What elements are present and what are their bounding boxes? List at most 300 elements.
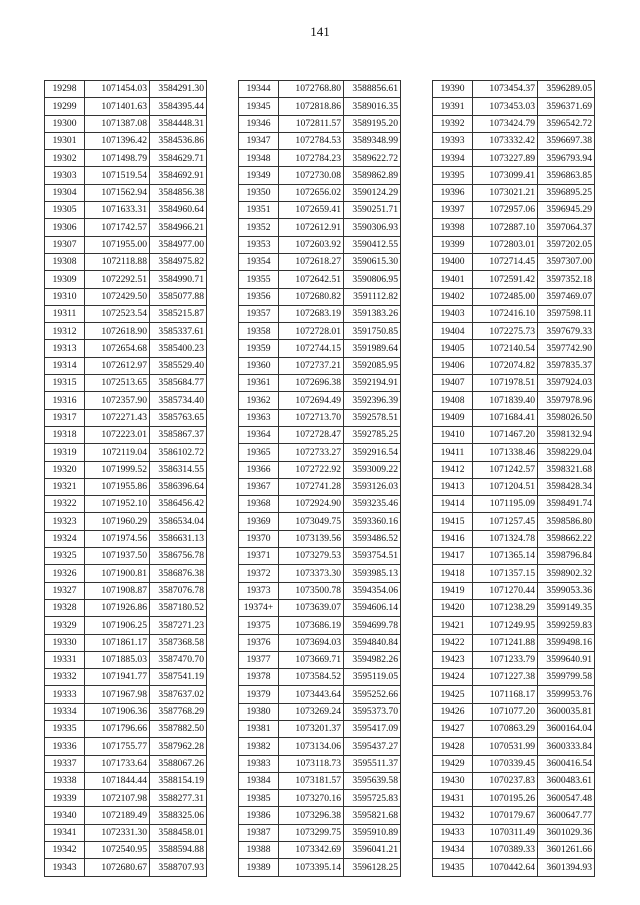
point-id-cell: 19391	[433, 98, 473, 115]
y-coordinate-cell: 3587180.52	[150, 599, 207, 616]
x-coordinate-cell: 1072784.23	[279, 150, 344, 167]
x-coordinate-cell: 1072733.27	[279, 444, 344, 461]
y-coordinate-cell: 3597202.05	[538, 236, 595, 253]
point-id-cell: 19382	[239, 738, 279, 755]
y-coordinate-cell: 3591383.26	[344, 305, 401, 322]
table-row	[433, 444, 595, 461]
x-coordinate-cell: 1072737.21	[279, 357, 344, 374]
x-coordinate-cell: 1073021.21	[473, 184, 538, 201]
x-coordinate-cell: 1071454.03	[85, 81, 150, 98]
y-coordinate-cell: 3584448.31	[150, 115, 207, 132]
table-row	[45, 634, 207, 651]
y-coordinate-cell: 3595511.37	[344, 755, 401, 772]
table-row	[433, 738, 595, 755]
point-id-cell: 19338	[45, 772, 85, 789]
point-id-cell: 19389	[239, 859, 279, 876]
x-coordinate-cell: 1072714.45	[473, 253, 538, 270]
point-id-cell: 19321	[45, 478, 85, 495]
page-number: 141	[310, 24, 330, 39]
table-row	[433, 513, 595, 530]
point-id-cell: 19355	[239, 271, 279, 288]
x-coordinate-cell: 1071338.46	[473, 444, 538, 461]
y-coordinate-cell: 3597924.03	[538, 375, 595, 392]
y-coordinate-cell: 3595119.05	[344, 669, 401, 686]
y-coordinate-cell: 3590251.71	[344, 202, 401, 219]
x-coordinate-cell: 1070195.26	[473, 790, 538, 807]
table-row	[239, 392, 401, 409]
x-coordinate-cell: 1071999.52	[85, 461, 150, 478]
x-coordinate-cell: 1071978.51	[473, 375, 538, 392]
table-row	[239, 859, 401, 876]
y-coordinate-cell: 3598229.04	[538, 444, 595, 461]
x-coordinate-cell: 1072540.95	[85, 842, 150, 859]
table-row	[433, 150, 595, 167]
y-coordinate-cell: 3600483.61	[538, 772, 595, 789]
y-coordinate-cell: 3584395.44	[150, 98, 207, 115]
point-id-cell: 19311	[45, 305, 85, 322]
x-coordinate-cell: 1071908.87	[85, 582, 150, 599]
point-id-cell: 19388	[239, 842, 279, 859]
x-coordinate-cell: 1071796.66	[85, 720, 150, 737]
point-id-cell: 19385	[239, 790, 279, 807]
x-coordinate-cell: 1071955.00	[85, 236, 150, 253]
point-id-cell: 19347	[239, 132, 279, 149]
table-row	[433, 288, 595, 305]
x-coordinate-cell: 1073373.30	[279, 565, 344, 582]
x-coordinate-cell: 1071941.77	[85, 669, 150, 686]
table-row	[45, 548, 207, 565]
point-id-cell: 19309	[45, 271, 85, 288]
x-coordinate-cell: 1072513.65	[85, 375, 150, 392]
x-coordinate-cell: 1070179.67	[473, 807, 538, 824]
x-coordinate-cell: 1071324.78	[473, 530, 538, 547]
table-row	[433, 357, 595, 374]
x-coordinate-cell: 1072730.08	[279, 167, 344, 184]
y-coordinate-cell: 3585077.88	[150, 288, 207, 305]
point-id-cell: 19306	[45, 219, 85, 236]
y-coordinate-cell: 3601261.66	[538, 842, 595, 859]
point-id-cell: 19322	[45, 496, 85, 513]
table-row	[433, 461, 595, 478]
table-row	[433, 686, 595, 703]
table-row	[433, 167, 595, 184]
point-id-cell: 19369	[239, 513, 279, 530]
y-coordinate-cell: 3597679.33	[538, 323, 595, 340]
table-row	[433, 859, 595, 876]
table-row	[433, 392, 595, 409]
y-coordinate-cell: 3586102.72	[150, 444, 207, 461]
x-coordinate-cell: 1073453.03	[473, 98, 538, 115]
point-id-cell: 19386	[239, 807, 279, 824]
y-coordinate-cell: 3596542.72	[538, 115, 595, 132]
x-coordinate-cell: 1071238.29	[473, 599, 538, 616]
point-id-cell: 19351	[239, 202, 279, 219]
x-coordinate-cell: 1073134.06	[279, 738, 344, 755]
y-coordinate-cell: 3595437.27	[344, 738, 401, 755]
point-id-cell: 19414	[433, 496, 473, 513]
point-id-cell: 19410	[433, 426, 473, 443]
x-coordinate-cell: 1071967.98	[85, 686, 150, 703]
y-coordinate-cell: 3584975.82	[150, 253, 207, 270]
point-id-cell: 19365	[239, 444, 279, 461]
y-coordinate-cell: 3597064.37	[538, 219, 595, 236]
x-coordinate-cell: 1072357.90	[85, 392, 150, 409]
point-id-cell: 19423	[433, 651, 473, 668]
point-id-cell: 19349	[239, 167, 279, 184]
table-row	[433, 790, 595, 807]
table-row	[45, 496, 207, 513]
point-id-cell: 19417	[433, 548, 473, 565]
y-coordinate-cell: 3601029.36	[538, 824, 595, 841]
point-id-cell: 19352	[239, 219, 279, 236]
point-id-cell: 19360	[239, 357, 279, 374]
point-id-cell: 19370	[239, 530, 279, 547]
x-coordinate-cell: 1072683.19	[279, 305, 344, 322]
x-coordinate-cell: 1071955.86	[85, 478, 150, 495]
point-id-cell: 19411	[433, 444, 473, 461]
point-id-cell: 19432	[433, 807, 473, 824]
table-row	[45, 409, 207, 426]
x-coordinate-cell: 1072429.50	[85, 288, 150, 305]
table-row	[239, 271, 401, 288]
point-id-cell: 19404	[433, 323, 473, 340]
table-row	[239, 530, 401, 547]
y-coordinate-cell: 3596863.85	[538, 167, 595, 184]
table-row	[239, 81, 401, 98]
point-id-cell: 19333	[45, 686, 85, 703]
table-row	[433, 426, 595, 443]
x-coordinate-cell: 1073299.75	[279, 824, 344, 841]
table-row	[433, 115, 595, 132]
y-coordinate-cell: 3597978.96	[538, 392, 595, 409]
point-id-cell: 19328	[45, 599, 85, 616]
y-coordinate-cell: 3596289.05	[538, 81, 595, 98]
y-coordinate-cell: 3585337.61	[150, 323, 207, 340]
x-coordinate-cell: 1073395.14	[279, 859, 344, 876]
table-row	[433, 323, 595, 340]
table-row	[433, 617, 595, 634]
y-coordinate-cell: 3590306.93	[344, 219, 401, 236]
table-row	[45, 755, 207, 772]
table-row	[433, 478, 595, 495]
x-coordinate-cell: 1072118.88	[85, 253, 150, 270]
y-coordinate-cell: 3597469.07	[538, 288, 595, 305]
y-coordinate-cell: 3592396.39	[344, 392, 401, 409]
table-row	[239, 720, 401, 737]
x-coordinate-cell: 1072416.10	[473, 305, 538, 322]
x-coordinate-cell: 1070863.29	[473, 720, 538, 737]
table-row	[433, 651, 595, 668]
x-coordinate-cell: 1072485.00	[473, 288, 538, 305]
y-coordinate-cell: 3595821.68	[344, 807, 401, 824]
point-id-cell: 19425	[433, 686, 473, 703]
point-id-cell: 19340	[45, 807, 85, 824]
x-coordinate-cell: 1072107.98	[85, 790, 150, 807]
y-coordinate-cell: 3587962.28	[150, 738, 207, 755]
x-coordinate-cell: 1073332.42	[473, 132, 538, 149]
y-coordinate-cell: 3598902.32	[538, 565, 595, 582]
table-row	[433, 772, 595, 789]
table-row	[433, 548, 595, 565]
x-coordinate-cell: 1071357.15	[473, 565, 538, 582]
x-coordinate-cell: 1073279.53	[279, 548, 344, 565]
x-coordinate-cell: 1070531.99	[473, 738, 538, 755]
point-id-cell: 19409	[433, 409, 473, 426]
y-coordinate-cell: 3596945.29	[538, 202, 595, 219]
point-id-cell: 19344	[239, 81, 279, 98]
x-coordinate-cell: 1071960.29	[85, 513, 150, 530]
y-coordinate-cell: 3587541.19	[150, 669, 207, 686]
x-coordinate-cell: 1073686.19	[279, 617, 344, 634]
table-row	[239, 772, 401, 789]
table-row	[45, 738, 207, 755]
y-coordinate-cell: 3586396.64	[150, 478, 207, 495]
y-coordinate-cell: 3591750.85	[344, 323, 401, 340]
coordinate-table-1	[44, 80, 207, 877]
table-row	[45, 236, 207, 253]
x-coordinate-cell: 1072811.57	[279, 115, 344, 132]
x-coordinate-cell: 1072784.53	[279, 132, 344, 149]
table-row	[239, 651, 401, 668]
point-id-cell: 19381	[239, 720, 279, 737]
x-coordinate-cell: 1072728.01	[279, 323, 344, 340]
x-coordinate-cell: 1071861.17	[85, 634, 150, 651]
point-id-cell: 19418	[433, 565, 473, 582]
point-id-cell: 19341	[45, 824, 85, 841]
point-id-cell: 19426	[433, 703, 473, 720]
y-coordinate-cell: 3595252.66	[344, 686, 401, 703]
x-coordinate-cell: 1071562.94	[85, 184, 150, 201]
x-coordinate-cell: 1073500.78	[279, 582, 344, 599]
y-coordinate-cell: 3586456.42	[150, 496, 207, 513]
x-coordinate-cell: 1073443.64	[279, 686, 344, 703]
y-coordinate-cell: 3588154.19	[150, 772, 207, 789]
table-row	[239, 98, 401, 115]
point-id-cell: 19384	[239, 772, 279, 789]
y-coordinate-cell: 3592085.95	[344, 357, 401, 374]
y-coordinate-cell: 3590412.55	[344, 236, 401, 253]
x-coordinate-cell: 1070339.45	[473, 755, 538, 772]
table-row	[239, 686, 401, 703]
x-coordinate-cell: 1072744.15	[279, 340, 344, 357]
x-coordinate-cell: 1072618.90	[85, 323, 150, 340]
table-row	[433, 340, 595, 357]
x-coordinate-cell: 1072957.06	[473, 202, 538, 219]
x-coordinate-cell: 1071885.03	[85, 651, 150, 668]
y-coordinate-cell: 3599799.58	[538, 669, 595, 686]
y-coordinate-cell: 3592194.91	[344, 375, 401, 392]
point-id-cell: 19358	[239, 323, 279, 340]
table-row	[433, 720, 595, 737]
y-coordinate-cell: 3594354.06	[344, 582, 401, 599]
x-coordinate-cell: 1071168.17	[473, 686, 538, 703]
x-coordinate-cell: 1071195.09	[473, 496, 538, 513]
x-coordinate-cell: 1071249.95	[473, 617, 538, 634]
x-coordinate-cell: 1073099.41	[473, 167, 538, 184]
table-row	[433, 824, 595, 841]
table-row	[45, 202, 207, 219]
table-row	[45, 617, 207, 634]
y-coordinate-cell: 3585529.40	[150, 357, 207, 374]
y-coordinate-cell: 3595417.09	[344, 720, 401, 737]
point-id-cell: 19335	[45, 720, 85, 737]
table-row	[45, 253, 207, 270]
table-row	[239, 202, 401, 219]
x-coordinate-cell: 1072713.70	[279, 409, 344, 426]
point-id-cell: 19327	[45, 582, 85, 599]
table-row	[45, 565, 207, 582]
point-id-cell: 19348	[239, 150, 279, 167]
table-row	[239, 409, 401, 426]
table-row	[45, 81, 207, 98]
x-coordinate-cell: 1072612.97	[85, 357, 150, 374]
table-row	[45, 686, 207, 703]
table-row	[239, 582, 401, 599]
point-id-cell: 19363	[239, 409, 279, 426]
table-row	[239, 565, 401, 582]
point-id-cell: 19342	[45, 842, 85, 859]
table-row	[45, 530, 207, 547]
y-coordinate-cell: 3598132.94	[538, 426, 595, 443]
x-coordinate-cell: 1070237.83	[473, 772, 538, 789]
y-coordinate-cell: 3588594.88	[150, 842, 207, 859]
table-row	[239, 634, 401, 651]
table-row	[239, 219, 401, 236]
x-coordinate-cell: 1073639.07	[279, 599, 344, 616]
table-row	[45, 357, 207, 374]
x-coordinate-cell: 1071742.57	[85, 219, 150, 236]
x-coordinate-cell: 1072523.54	[85, 305, 150, 322]
x-coordinate-cell: 1071077.20	[473, 703, 538, 720]
y-coordinate-cell: 3587271.23	[150, 617, 207, 634]
x-coordinate-cell: 1071900.81	[85, 565, 150, 582]
y-coordinate-cell: 3588277.31	[150, 790, 207, 807]
x-coordinate-cell: 1072887.10	[473, 219, 538, 236]
point-id-cell: 19310	[45, 288, 85, 305]
x-coordinate-cell: 1071733.64	[85, 755, 150, 772]
point-id-cell: 19375	[239, 617, 279, 634]
y-coordinate-cell: 3600416.54	[538, 755, 595, 772]
y-coordinate-cell: 3598026.50	[538, 409, 595, 426]
table-row	[45, 599, 207, 616]
point-id-cell: 19350	[239, 184, 279, 201]
y-coordinate-cell: 3589195.20	[344, 115, 401, 132]
x-coordinate-cell: 1073181.57	[279, 772, 344, 789]
y-coordinate-cell: 3599149.35	[538, 599, 595, 616]
table-row	[239, 323, 401, 340]
table-row	[45, 219, 207, 236]
point-id-cell: 19379	[239, 686, 279, 703]
y-coordinate-cell: 3585400.23	[150, 340, 207, 357]
point-id-cell: 19377	[239, 651, 279, 668]
y-coordinate-cell: 3596697.38	[538, 132, 595, 149]
table-row	[45, 150, 207, 167]
point-id-cell: 19399	[433, 236, 473, 253]
point-id-cell: 19354	[239, 253, 279, 270]
x-coordinate-cell: 1071242.57	[473, 461, 538, 478]
point-id-cell: 19394	[433, 150, 473, 167]
y-coordinate-cell: 3586876.38	[150, 565, 207, 582]
table-row	[45, 271, 207, 288]
table-row	[433, 703, 595, 720]
point-id-cell: 19424	[433, 669, 473, 686]
x-coordinate-cell: 1071684.41	[473, 409, 538, 426]
point-id-cell: 19366	[239, 461, 279, 478]
y-coordinate-cell: 3597307.00	[538, 253, 595, 270]
point-id-cell: 19318	[45, 426, 85, 443]
y-coordinate-cell: 3595725.83	[344, 790, 401, 807]
x-coordinate-cell: 1071633.31	[85, 202, 150, 219]
table-row	[45, 98, 207, 115]
point-id-cell: 19387	[239, 824, 279, 841]
table-row	[239, 150, 401, 167]
table-row	[45, 703, 207, 720]
y-coordinate-cell: 3584990.71	[150, 271, 207, 288]
point-id-cell: 19314	[45, 357, 85, 374]
table-row	[45, 444, 207, 461]
x-coordinate-cell: 1072271.43	[85, 409, 150, 426]
table-row	[45, 669, 207, 686]
point-id-cell: 19298	[45, 81, 85, 98]
table-row	[239, 375, 401, 392]
point-id-cell: 19323	[45, 513, 85, 530]
y-coordinate-cell: 3600164.04	[538, 720, 595, 737]
x-coordinate-cell: 1073269.24	[279, 703, 344, 720]
x-coordinate-cell: 1072292.51	[85, 271, 150, 288]
y-coordinate-cell: 3587368.58	[150, 634, 207, 651]
y-coordinate-cell: 3594606.14	[344, 599, 401, 616]
point-id-cell: 19433	[433, 824, 473, 841]
x-coordinate-cell: 1072140.54	[473, 340, 538, 357]
x-coordinate-cell: 1073270.16	[279, 790, 344, 807]
y-coordinate-cell: 3595373.70	[344, 703, 401, 720]
point-id-cell: 19374+	[239, 599, 279, 616]
x-coordinate-cell: 1073342.69	[279, 842, 344, 859]
table-row	[239, 167, 401, 184]
point-id-cell: 19304	[45, 184, 85, 201]
table-row	[239, 132, 401, 149]
x-coordinate-cell: 1071257.45	[473, 513, 538, 530]
y-coordinate-cell: 3594982.26	[344, 651, 401, 668]
point-id-cell: 19316	[45, 392, 85, 409]
x-coordinate-cell: 1073454.37	[473, 81, 538, 98]
table-row	[45, 305, 207, 322]
y-coordinate-cell: 3584977.00	[150, 236, 207, 253]
point-id-cell: 19420	[433, 599, 473, 616]
table-row	[45, 340, 207, 357]
point-id-cell: 19393	[433, 132, 473, 149]
table-row	[45, 115, 207, 132]
table-row	[45, 842, 207, 859]
y-coordinate-cell: 3586534.04	[150, 513, 207, 530]
table-row	[239, 824, 401, 841]
y-coordinate-cell: 3595639.58	[344, 772, 401, 789]
x-coordinate-cell: 1072659.41	[279, 202, 344, 219]
y-coordinate-cell: 3595910.89	[344, 824, 401, 841]
x-coordinate-cell: 1071755.77	[85, 738, 150, 755]
y-coordinate-cell: 3585867.37	[150, 426, 207, 443]
point-id-cell: 19353	[239, 236, 279, 253]
table-row	[239, 599, 401, 616]
y-coordinate-cell: 3592916.54	[344, 444, 401, 461]
x-coordinate-cell: 1071241.88	[473, 634, 538, 651]
y-coordinate-cell: 3585684.77	[150, 375, 207, 392]
y-coordinate-cell: 3598662.22	[538, 530, 595, 547]
y-coordinate-cell: 3590806.95	[344, 271, 401, 288]
point-id-cell: 19343	[45, 859, 85, 876]
table-row	[239, 253, 401, 270]
point-id-cell: 19378	[239, 669, 279, 686]
